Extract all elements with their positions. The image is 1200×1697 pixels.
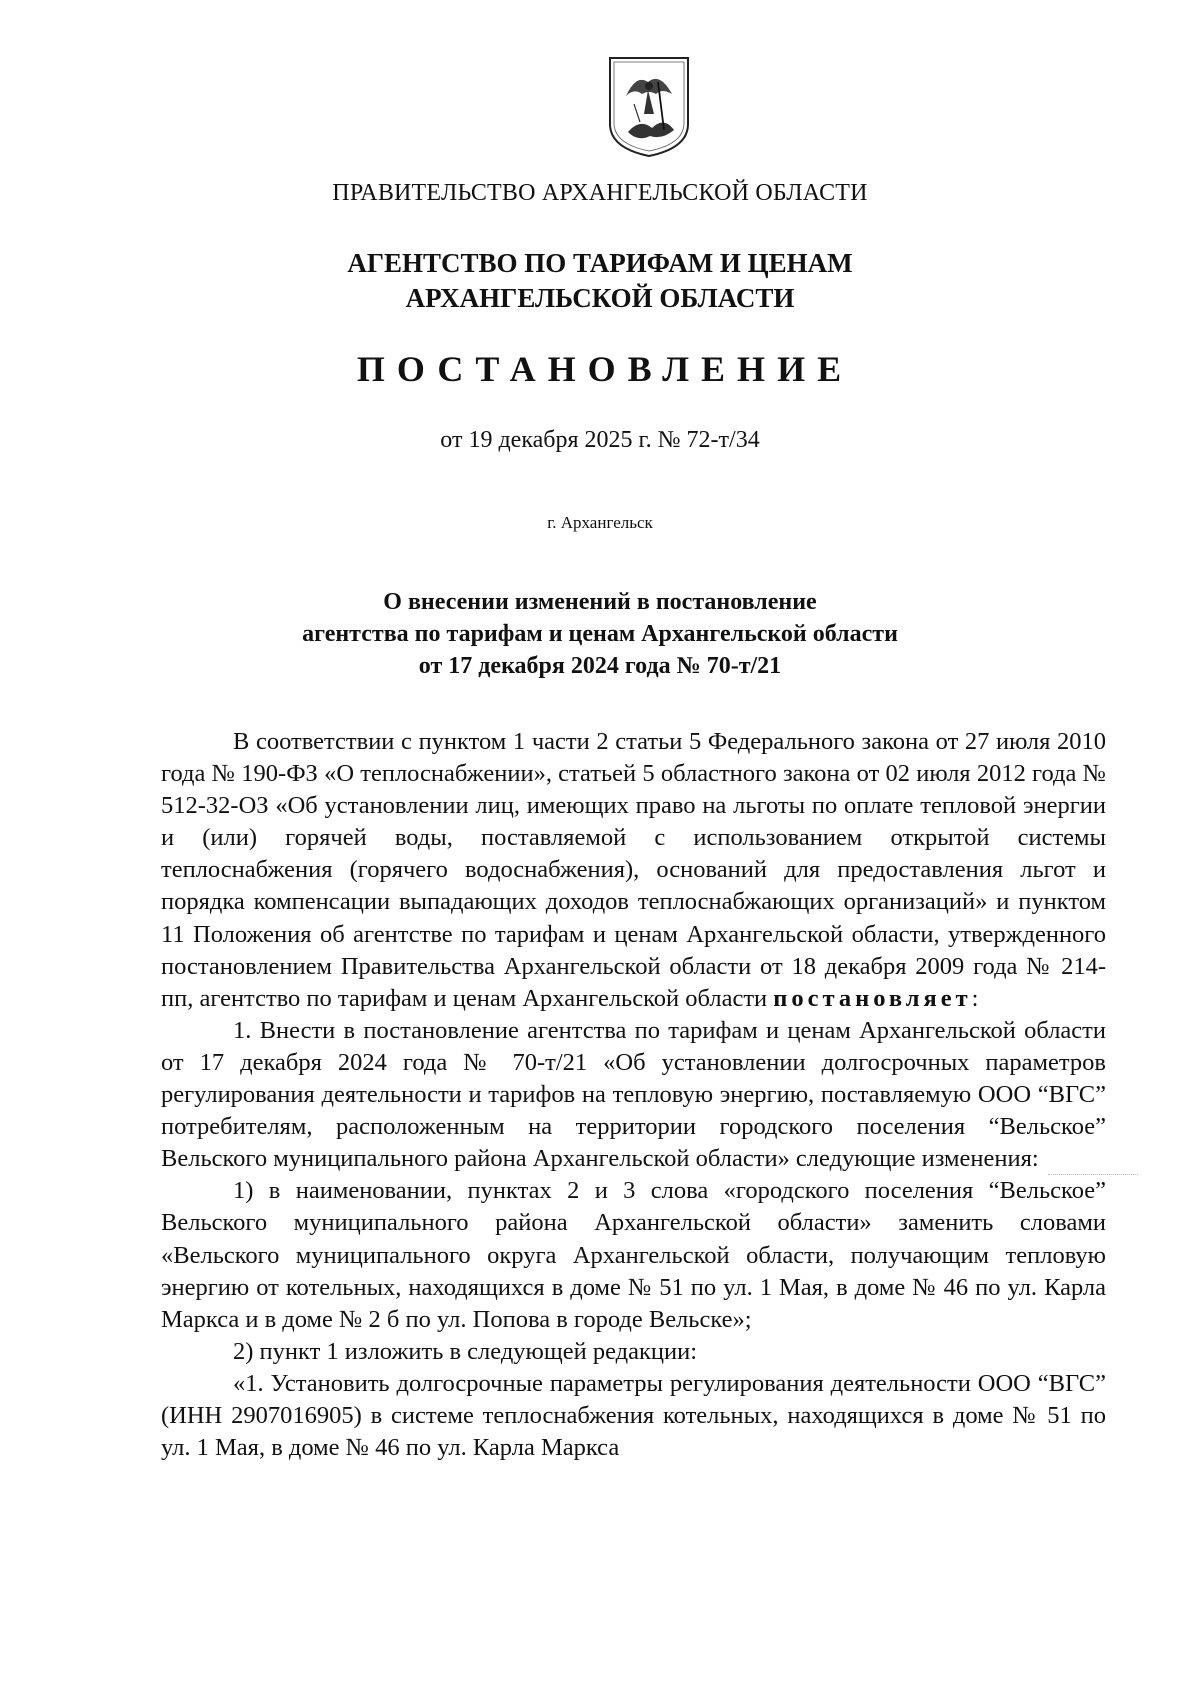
- coat-of-arms-emblem: [604, 52, 694, 160]
- document-title: [0, 586, 1200, 682]
- title-line: агентства по тарифам и ценам Архангельской области: [302, 621, 898, 647]
- preamble-paragraph: [161, 726, 1106, 1015]
- decree-word: постановляет: [773, 984, 972, 1012]
- preamble-text: В соответствии с пунктом 1 части 2 статьи 5 Федерального закона от 27 июля 2010 года № 190-ФЗ «О теплоснабжении», статьей 5 областного закона от 02 июля 2012 года № 512-32-ОЗ «Об установлении лиц, имеющих право на льготы по оплате тепловой энергии и (или) горячей воды, поставляемой с использованием открытой системы теплоснабжения (горячего водоснабжения), оснований для предоставления льгот и порядка компенсации выпадающих доходов теплоснабжающих организаций» и пунктом 11 Положения об агентстве по тарифам и ценам Архангельской области, утвержденного постановлением Правительства Архангельской области от 18 декабря 2009 года № 214-пп, агентство по тарифам и ценам Архангельской области: [161, 728, 1106, 1012]
- subitem-1-paragraph: 1) в наименовании, пунктах 2 и 3 слова «городского поселения “Вельское” Вельского муниципального района Архангельской области» заменить словами «Вельского муниципального округа Архангельской области, получающим тепловую энергию от котельных, находящихся в доме № 51 по ул. 1 Мая, в доме № 46 по ул. Карла Маркса и в доме № 2 б по ул. Попова в городе Вельске»;: [161, 1177, 1106, 1333]
- scan-speck-line: [1048, 1174, 1138, 1175]
- quoted-item-1-paragraph: «1. Установить долгосрочные параметры регулирования деятельности ООО “ВГС” (ИНН 2907016905) в системе теплоснабжения котельных, находящихся в доме № 51 по ул. 1 Мая, в доме № 46 по ул. Карла Маркса: [161, 1369, 1106, 1462]
- document-city: г. Архангельск: [547, 513, 653, 532]
- agency-name-line: АРХАНГЕЛЬСКОЙ ОБЛАСТИ: [405, 283, 795, 313]
- document-date-number: от 19 декабря 2025 г. № 72-т/34: [440, 427, 760, 453]
- agency-name-line: АГЕНТСТВО ПО ТАРИФАМ И ЦЕНАМ: [347, 248, 853, 278]
- title-line: от 17 декабря 2024 года № 70-т/21: [418, 653, 782, 679]
- title-line: О внесении изменений в постановление: [383, 589, 817, 615]
- document-type: ПОСТАНОВЛЕНИЕ: [356, 349, 854, 389]
- item-1-paragraph: 1. Внести в постановление агентства по тарифам и ценам Архангельской области от 17 декабря 2024 года № 70-т/21 «Об установлении долгосрочных параметров регулирования деятельности и тарифов на тепловую энергию, поставляемую ООО “ВГС” потребителям, расположенным на территории городского поселения “Вельское” Вельского муниципального района Архангельской области» следующие изменения:: [161, 1016, 1106, 1173]
- government-name: ПРАВИТЕЛЬСТВО АРХАНГЕЛЬСКОЙ ОБЛАСТИ: [332, 180, 868, 206]
- document-body: [161, 726, 1106, 1464]
- agency-name: [0, 246, 1200, 316]
- subitem-2-paragraph: 2) пункт 1 изложить в следующей редакции:: [233, 1337, 698, 1365]
- decree-colon: :: [971, 984, 979, 1012]
